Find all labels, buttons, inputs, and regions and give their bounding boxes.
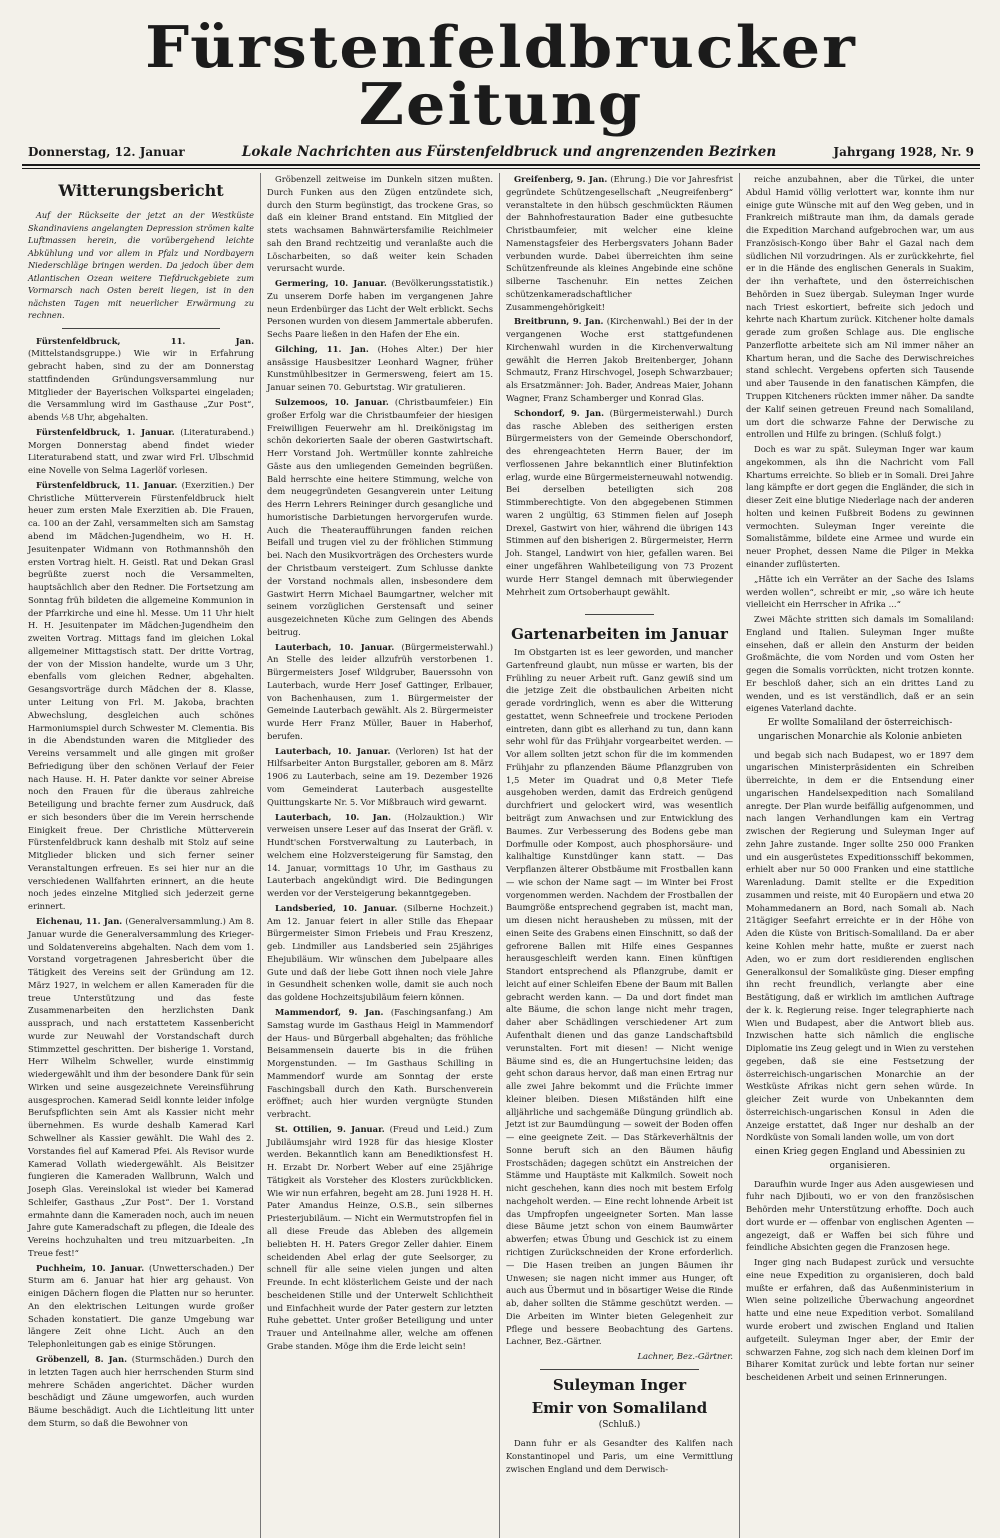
dateline: Fürstenfeldbruck, 1. Januar. — [36, 426, 175, 437]
news-item — [267, 277, 493, 341]
news-item — [28, 426, 254, 477]
story-subheading: Emir von Somaliland — [531, 1398, 708, 1417]
news-text: (Bürgermeisterwahl.) Durch das rasche Ableben des seitherigen ersten Bürgermeisters von der Gemeinde Oberschondorf, des ehrengeachteten Herrn Bauer, der im verflossenen Jahre bekanntlich einer Blutinfektion erlag, wurde eine Bürgermeisterneuwahl notwendig. Bei derselben beteiligten sich 208 Stimmberechtigte. Von den abgegebenen Stimmen waren 2 ungültig, 63 Stimmen fielen auf Joseph Drexel, Gastwirt von hier, während die übrigen 143 Stimmen auf den bisherigen 2. Bürgermeister, Herrn Joh. Stangel, Landwirt von hier, gefallen waren. Bei einer ungefähren Wahlbeteiligung von 73 Prozent wurde Herr Stangel demnach mit überwiegender Mehrheit zum Ortsoberhaupt gewählt. — [506, 407, 733, 597]
news-item — [267, 1006, 493, 1121]
story-text: Zwei Mächte stritten sich damals im Somaliland: England und Italien. Suleyman Inger mußte einsehen, daß er allein den Ansturm der beiden Großmächte, die vom Norden und vom Osten her gegen die Somalis vorrückten, nicht trotzen konnte. Er beschloß daher, sich an ein drittes Land zu wenden, und es ist verständlich, daß er an sein eigenes Vaterland dachte. — [746, 614, 974, 714]
news-text: (Bürgermeisterwahl.) An Stelle des leider allzufrüh verstorbenen 1. Bürgermeisters Josef Wildgruber, Bauerssohn von Lauterbach, wurde Herr Josef Gattinger, Erlbauer, von Bachenhausen, zum 1. Bürgermeister der Gemeinde Lauterbach gewählt. Als 2. Bürgermeister wurde Herr Franz Müller, Bauer in Haberhof, berufen. — [267, 641, 493, 741]
news-text: (Kirchenwahl.) Bei der in der vergangenen Woche erst stattgefundenen Kirchenwahl wurden in die Kirchenverwaltung gewählt die Herren Jakob Breitenberger, Johann Schmautz, Franz Hirschvogel, Joseph Schwarzbauer; als Ersatzmänner: Joh. Bader, Andreas Maier, Johann Wagner, Franz Schamberger und Konrad Glas. — [506, 316, 733, 404]
dateline: Fürstenfeldbruck, 11. Januar. — [36, 479, 178, 490]
news-text: (Verloren) Ist hat der Hilfsarbeiter Anton Burgstaller, geboren am 8. März 1906 zu Lauterbach, seine am 19. Dezember 1926 vom Gemeinderat Lauterbach ausgestellte Quittungskarte Nr. 5. Vor Mißbrauch wird gewarnt. — [267, 745, 493, 807]
separator — [62, 328, 220, 329]
story-emphasis: einen Krieg gegen England und Abessinien zu organisieren. — [754, 1147, 966, 1171]
news-text: (Exerzitien.) Der Christliche Mütterverein Fürstenfeldbruck hielt heuer zum ersten Male Exerzitien ab. Die Frauen, ca. 100 an der Zahl, versammelten sich am Samstag abend im Mädchen-Jugendheim, wo H. H. Jesuitenpater Widmann von Rothmannshöh den ersten Vortrag hielt. H. Geistl. Rat und Dekan Grasl begrüßte zuerst noch die Versammelten, hauptsächlich aber den Redner. Die Fortsetzung am Sonntag früh bildeten die allgemeine Kommunion in der Pfarrkirche und eine hl. Messe. Um 11 Uhr hielt H. H. Jesuitenpater im Mädchen-Jugendheim den zweiten Vortrag. Mittags fand im gleichen Lokal allgemeiner Mittagstisch statt. Der dritte Vortrag, der von der Mission handelte, wurde um 3 Uhr, ebenfalls vom gleichen Redner, abgehalten. Gesangsvorträge durch Mädchen der 8. Klasse, unter Leitung von Frl. M. Jakoba, brachten Abwechslung, desgleichen auch schönes Harmoniumspiel durch Schwester M. Clementia. Bis in die Abendstunden waren die Mitglieder des Vereins versammelt und alle gingen mit großer Befriedigung über den schönen Verlauf der Feier nach Hause. H. H. Pater dankte vor seiner Abreise noch den Frauen für die überaus zahlreiche Beteiligung und brachte ferner zum Ausdruck, daß er sich besonders über die im Verein herrschende Einigkeit freue. Der Christliche Mütterverein Fürstenfeldbruck kann deshalb mit Stolz auf seine Mitglieder blicken und sich ferner seiner Veranstaltungen erfreuen. Es sei hier nur an die verschiedenen Wallfahrten erinnert, an die heute noch jedes einzelne Mitglied sich jederzeit gerne erinnert. — [28, 479, 254, 912]
news-text: (Hohes Alter.) Der hier ansässige Hausbesitzer Leonhard Wagner, früher Kunstmühlbesitzer in Germersweng, feiert am 15. Januar seinen 70. Geburtstag. Wir gratulieren. — [267, 343, 494, 393]
garden-signature: Lachner, Bez.-Gärtner. — [637, 1351, 733, 1362]
news-text: (Bevölkerungsstatistik.) Zu unserem Dorfe haben im vergangenen Jahre neun Erdenbürger das Licht der Welt erblickt. Sechs Personen wurden von diesem Jammertale abberufen. Sechs Paare ließen in den Hafen der Ehe ein. — [267, 278, 493, 340]
article-columns — [22, 173, 980, 1538]
dateline: Lauterbach, 10. Januar. — [275, 641, 395, 652]
news-text: (Holzauktion.) Wir verweisen unsere Leser auf das Inserat der Gräfl. v. Hundt'schen Forstverwaltung zu Lauterbach, in welchem eine Holzversteigerung für Samstag, den 14. Januar, vormittags 10 Uhr, im Gasthaus zu Lauterbach angekündigt wird. Die Bedingungen werden vor der Versteigerung bekanntgegeben. — [267, 811, 494, 899]
news-text: (Mittelstandsgruppe.) Wie wir in Erfahrung gebracht haben, sind zu der am Donnerstag stattfindenden Gründungsversammlung nur Mitglieder der Bayerischen Volkspartei eingeladen; die Versammlung wird im Gasthause „Zur Post“, abends ½8 Uhr, abgehalten. — [28, 348, 254, 423]
dateline: Breitbrunn, 9. Jan. — [514, 316, 604, 327]
masthead-subline — [22, 144, 980, 160]
news-item — [506, 407, 733, 598]
news-item — [506, 173, 733, 313]
dateline: Eichenau, 11. Jan. — [36, 915, 123, 926]
dateline: Puchheim, 10. Januar. — [36, 1262, 145, 1273]
garden-heading: Gartenarbeiten im Januar — [511, 625, 728, 644]
masthead-rule-thin — [22, 168, 980, 169]
news-text: (Faschingsanfang.) Am Samstag wurde im Gasthaus Heigl in Mammendorf der Haus- und Bürgerball abgehalten; das fröhliche Beisammensein dauerte bis in die frühen Morgenstunden. — Im Gasthaus Schilling in Mammendorf wurde am Sonntag der erste Faschingsball durch den Kath. Burschenverein eröffnet; auch hier wurden vergnügte Stunden verbracht. — [267, 1007, 493, 1120]
dateline: Germering, 10. Januar. — [275, 278, 387, 289]
news-item — [28, 1262, 254, 1351]
story-part-label: (Schluß.) — [598, 1420, 641, 1431]
newspaper-title: Fürstenfeldbrucker Zeitung — [145, 13, 857, 138]
column-1 — [22, 173, 261, 1538]
news-text: (Christbaumfeier.) Ein großer Erfolg war die Christbaumfeier der hiesigen Freiwilligen Feuerwehr am hl. Dreikönigstag im schön dekorierten Saale der oberen Gastwirtschaft. Herr Vorstand Joh. Wertmüller konnte zahlreiche Gäste aus den umliegenden Gemeinden begrüßen. Bald herrschte eine heitere Stimmung, welche von dem neugegründeten Gesangverein unter Leitung des Herrn Lehrers Reininger durch gesangliche und humoristische Darbietungen hervorgerufen wurde. Auch die Theateraufführungen fanden reichen Beifall und trugen viel zu der fröhlichen Stimmung bei. Nach den Musikvorträgen des Orchesters wurde der Christbaum versteigert. Zum Schlusse dankte der Vorstand nochmals allen, insbesondere dem Gastwirt Herrn Michael Baumgartner, welcher mit seinem vorzüglichen Gerstensaft und seiner ausgezeichneten Küche zum Gelingen des Abends beitrug. — [267, 397, 493, 637]
story-emphasis: Er wollte Somaliland der österreichisch-ungarischen Monarchie als Kolonie anbieten — [758, 718, 962, 742]
dateline: St. Ottilien, 9. Januar. — [275, 1123, 385, 1134]
dateline: Landsberied, 10. Januar. — [275, 902, 398, 913]
news-item — [267, 343, 493, 394]
dateline: Gilching, 11. Jan. — [275, 343, 369, 354]
news-item — [28, 335, 254, 424]
dateline: Fürstenfeldbruck, 11. Jan. — [36, 335, 254, 346]
news-text: (Sturmschäden.) Durch den in letzten Tagen auch hier herrschenden Sturm sind mehrere Schäden angerichtet. Dächer wurden beschädigt und Zäune umgeworfen, auch wurden Bäume beschädigt. Auch die Lichtleitung litt unter dem Sturm, so daß die Bewohner von — [28, 1354, 254, 1428]
column-4 — [740, 173, 980, 1538]
story-text: Dann fuhr er als Gesandter des Kalifen nach Konstantinopel und Paris, um eine Vermittlung zwischen England und dem Derwisch- — [506, 1438, 733, 1474]
news-item — [506, 315, 733, 404]
story-text: reiche anzubahnen, aber die Türkei, die unter Abdul Hamid völlig verlottert war, konnte ihm nur einige gute Wünsche mit auf den Weg geben, und in Frankreich mißtraute man ihm, da damals gerade die Expedition Marchand aufgebrochen war, um aus Französisch-Kongo über Bahr el Gazal nach dem südlichen Nil vorzudringen. Als er zurückkehrte, fiel er in die Hände des englischen Generals in Suakim, der ihn verhaftete, und den österreichischen Behörden in Suez übergab. Suleyman Inger wurde nach Triest eskortiert, befreite sich jedoch und kehrte nach Khartum zurück. Kitchener holte damals gerade zum großen Schlage aus. Die englische Panzerflotte arbeitete sich am Nil immer näher an Khartum heran, und die Sache des Derwischreiches stand schlecht. Vergebens opferten sich Tausende und aber Tausende in den fanatischen Kämpfen, die Truppen Kitcheners rückten immer näher. Da sandte der Kalif seinen getreuen Freund nach Somaliland, um dort die schwarze Fahne der Derwische zu entrollen und Hilfe zu bringen. (Schluß folgt.) — [746, 174, 974, 440]
dateline: Greifenberg, 9. Jan. — [514, 174, 608, 184]
news-text: (Ehrung.) Die vor Jahresfrist gegründete Schützengesellschaft „Neugreifenberg“ veranstaltete in den hübsch geschmückten Räumen der Bahnhofrestauration Bader eine gutbesuchte Christbaumfeier, mit welcher eine kleine Namenstagsfeier des Herbergsvaters Johann Bader verbunden wurde. Dabei überreichten ihm seine Schützenfreunde als kleines Angebinde eine schöne silberne Taschenuhr. Ein nettes Zeichen schützenkameradschaftlicher Zusammengehörigkeit! — [506, 174, 733, 312]
column-2 — [261, 173, 500, 1538]
news-item — [267, 396, 493, 639]
news-item — [267, 745, 493, 809]
news-item-continued: Gröbenzell zeitweise im Dunkeln sitzen mußten. Durch Funken aus den Zügen entzündete sich, durch den Sturm begünstigt, das trockene Gras, so daß ein kleiner Brand entstand. Ein Mitglied der stets wachsamen Bahnwärtersfamilie Reichlmeier sah den Brand rechtzeitig und veranlaßte auch die Löscharbeiten, so daß weiter kein Schaden verursacht wurde. — [267, 174, 493, 274]
separator — [540, 1369, 699, 1370]
dateline: Sulzemoos, 10. Januar. — [275, 397, 389, 408]
story-text: und begab sich nach Budapest, wo er 1897 dem ungarischen Ministerpräsidenten ein Schreiben überreichte, in dem er die Entsendung einer ungarischen Handelsexpedition nach Somaliland anregte. Der Plan wurde beifällig aufgenommen, und nach langen Verhandlungen kam ein Vertrag zwischen der Regierung und Suleyman Inger auf zehn Jahre zustande. Inger sollte 250 000 Franken und ein ausgerüstetes Expeditionsschiff bekommen, erhielt aber nur 50 000 Franken und eine stattliche Warenladung. Damit stellte er die Expedition zusammen und reiste, mit 40 Europäern und etwa 20 Mohammedanern an Bord, nach Somali ab. Nach 21tägiger Seefahrt erreichte er in der Höhe von Aden die Küste von Britisch-Somaliland. Da er aber keine Kohlen mehr hatte, mußte er zuerst nach Aden, wo er zum dort residierenden englischen Generalkonsul der Somaliküste ging. Dieser empfing ihn recht freundlich, verlangte aber eine Bestätigung, daß er wirklich im amtlichen Auftrage der k. k. Regierung reise. Inger telegraphierte nach Wien und Budapest, aber die Antwort blieb aus. Inzwischen hatte sich nämlich die englische Diplomatie ins Zeug gelegt und in Wien zu verstehen gegeben, daß sie eine Festsetzung der österreichisch-ungarischen Monarchie an der Westküste Afrikas nicht gern sehen würde. In gleicher Zeit wurde von Unbekannten dem österreichisch-ungarischen Konsul in Aden die Anzeige erstattet, daß Inger nur deshalb an der Nordküste von Somali landen wolle, um von dort — [746, 749, 974, 1143]
dateline: Lauterbach, 10. Jan. — [275, 811, 392, 822]
news-text: (Literaturabend.) Morgen Donnerstag abend findet wieder Literaturabend statt, und zwar wird Frl. Ulbschmid eine Novelle von Selma Lagerlöf vorlesen. — [28, 426, 254, 476]
dateline: Lauterbach, 10. Januar. — [275, 745, 391, 756]
news-item — [28, 479, 254, 913]
story-heading: Suleyman Inger — [552, 1375, 687, 1394]
news-item — [28, 1353, 254, 1430]
news-item — [267, 1123, 493, 1353]
garden-article: Im Obstgarten ist es leer geworden, und mancher Gartenfreund glaubt, nun müsse er warten, bis der Frühling zu neuer Arbeit ruft. Ganz gewiß sind um die jetzige Zeit die obstbaulichen Arbeiten nicht gerade vordringlich, wenn es aber die Witterung gestattet, wenn Schneefreie und trockene Perioden eintreten, dann gibt es allerhand zu tun, dann kann sehr wohl für das Frühjahr vorgearbeitet werden. — Vor allem sollten jetzt schon für die im kommenden Frühjahr zu pflanzenden Bäume Pflanzgruben von 1,5 Meter im Quadrat und 0,8 Meter Tiefe ausgehoben werden, damit das Erdreich genügend durchfriert und gelockert wird, was wesentlich beiträgt zum Anwachsen und zur Entwicklung des Baumes. Zur Verbesserung des Bodens gebe man Dorfmulle oder Kompost, auch phosphorsäure- und kalihaltige Kunstdünger kann statt. — Das Verpflanzen älterer Obstbäume mit Frostballen kann — wie schon der Name sagt — im Winter bei Frost vorgenommen werden. Nachdem der Frostballen der Baumgröße entsprechend gegraben ist, macht man, um diesen nicht herausheben zu müssen, mit der einen Seite des Grabens einen Einschnitt, so daß der gefrorene Ballen mit Hilfe eines Gespannes herausgeschleift werden kann. Einen künftigen Standort entsprechend als Pflanzgrube, damit er leicht auf einer Schleifen Ebene der Baum mit Ballen gebracht werden kann. — Da und dort findet man alte Bäume, die schon lange nicht mehr tragen, daher aber Schädlingen verschiedener Art zum Aufenthalt dienen und das ganze Landschaftsbild verunstalten. Fort mit diesen! — Nicht wenige Bäume sind es, die an Hungertuchsine leiden; das geht schon daraus hervor, daß man einen Ertrag nur alle zwei Jahre bekommt und die Früchte immer kleiner bleiben. Diesen Mißständen hilft eine alljährliche und sachgemäße Düngung gründlich ab. Jetzt ist zur Baumdüngung — soweit der Boden offen — eine geeignete Zeit. — Das Stärkeverhältnis der Sonne beruft sich an den Bäumen häufig Frostschäden; dagegen schützt ein Anstreichen der Stämme und Hauptäste mit Kalkmilch. Soweit noch nicht geschehen, kann dies noch mit bestem Erfolg nachgeholt werden. — Eine recht lohnende Arbeit ist das Umpfropfen ungeeigneter Sorten. Man lasse diese Bäume jetzt schon von einem Baumwärter abwerfen; etwas Übung und Geschick ist zu einem richtigen Zurückschneiden der Krone erforderlich. — Die Hasen treiben an jungen Bäumen ihr Unwesen; sie nagen nicht immer aus Hunger, oft auch aus Übermut und in bösartiger Weise die Rinde ab, daher sollten die Stämme geschützt werden. — Die Arbeiten im Winter bieten Gelegenheit zur Pflege und bessere Beobachtung des Gartens. Lachner, Bez.-Gärtner. — [506, 647, 733, 1347]
news-text: (Freud und Leid.) Zum Jubiläumsjahr wird 1928 für das hiesige Kloster werden. Bekanntlich kann am Benediktionsfest H. H. Erzabt Dr. Norbert Weber auf eine 25jährige Tätigkeit als Vorsteher des Klosters zurückblicken. Wie wir nun erfahren, begeht am 28. Juni 1928 H. H. Pater Amandus Heinze, O.S.B., sein silbernes Priesterjubiläum. — Nicht ein Wermutstropfen fiel in all diese Freude das Ableben des allgemein beliebten H. H. Paters Gregor Zeller dahier. Einem scheidenden Abel erlag der gute Seelsorger, zu schnell für alle seine vielen jungen und alten Freunde. In echt klösterlichem Geiste und der nach bescheidenen Stille und der Unterwelt Schlichtheit und Einfachheit wurde der Pater gestern zur letzten Ruhe gebettet. Unter großer Beteiligung und unter Trauer und Anteilnahme aller, welche am offenen Grabe standen. Möge ihm die Erde leicht sein! — [267, 1123, 493, 1351]
story-text: Doch es war zu spät. Suleyman Inger war kaum angekommen, als ihn die Nachricht vom Fall Khartums erreichte. So blieb er in Somali. Drei Jahre lang kämpfte er dort gegen die Engländer, die sich in dieser Zeit eine blutige Niederlage nach der anderen holten und keinen Fußbreit Bodens zu gewinnen vermochten. Suleyman Inger vereinte die Somalistämme, bildete eine Armee und wurde ein neuer Prophet, dessen Name die Pilger in Mekka einander zuflüsterten. — [746, 444, 974, 569]
news-item — [267, 811, 493, 900]
news-item — [28, 915, 254, 1260]
news-item — [267, 641, 493, 743]
weather-report: Auf der Rückseite der jetzt an der Westküste Skandinaviens angelangten Depression strömen kalte Luftmassen herein, die vorübergehend leichte Abkühlung und vor allem in Pfalz und Nordbayern Niederschläge bringen werden. Da jedoch über dem Atlantischen Ozean weitere Tiefdruckgebiete zum Vormarsch nach Osten bereit liegen, ist in den nächsten Tagen mit neuerlicher Erwärmung zu rechnen. — [28, 210, 254, 321]
tagline: Lokale Nachrichten aus Fürstenfeldbruck und angrenzenden Bezirken — [241, 144, 777, 160]
dateline: Mammendorf, 9. Jan. — [275, 1007, 384, 1017]
story-text: Inger ging nach Budapest zurück und versuchte eine neue Expedition zu organisieren, doch bald mußte er erfahren, daß das Außenministerium in Wien seine polizeiliche Überwachung angeordnet hatte und eine neue Expedition verbot. Somaliland wurde erobert und zwischen England und Italien aufgeteilt. Suleyman Inger aber, der Emir der schwarzen Fahne, zog sich nach dem kleinen Dorf im Biharer Komitat zurück und lebte fortan nur seiner bescheidenen Arbeit und seinen Erinnerungen. — [746, 1257, 974, 1383]
masthead-rule — [22, 164, 980, 166]
news-item — [267, 902, 493, 1004]
masthead — [22, 14, 980, 169]
issue-number: Jahrgang 1928, Nr. 9 — [833, 145, 974, 159]
story-text: Daraufhin wurde Inger aus Aden ausgewiesen und fuhr nach Djibouti, wo er von den französischen Behörden mehr Unterstützung erhoffte. Doch auch dort wurde er — offenbar von englischen Agenten — angezeigt, daß er Waffen bei sich führe und feindliche Absichten gegen die Franzosen hege. — [746, 1178, 974, 1253]
dateline: Schondorf, 9. Jan. — [514, 407, 605, 418]
news-text: (Generalversammlung.) Am 8. Januar wurde die Generalversammlung des Krieger- und Soldatenvereins abgehalten. Nach dem vom 1. Vorstand vorgetragenen Jahresbericht über die Tätigkeit des Vereins seit der Gründung am 12. März 1927, in welchem er allen Kameraden für die treue Unterstützung und das feste Zusammenarbeiten den herzlichsten Dank aussprach, und nach erstattetem Kassenbericht wurde zur Neuwahl der Vorstandschaft durch Stimmzettel geschritten. Der bisherige 1. Vorstand, Herr Wilhelm Schweller, wurde einstimmig wiedergewählt und ihm der besondere Dank für sein Wirken und seine ausgezeichnete Vereinsführung ausgesprochen. Kamerad Seidl konnte leider infolge Berufspflichten sein Amt als Kassier nicht mehr übernehmen. Es wurde deshalb Kamerad Karl Schwellner als Kassier gewählt. Die Wahl des 2. Vorstandes fiel auf Kamerad Pfei. Als Revisor wurde Kamerad Vollath wiedergewählt. Als Beisitzer fungieren die Kameraden Wallbrunn, Walch und Joseph Glas. Vereinslokal ist wieder bei Kamerad Schleifer, Gasthaus „Zur Post“. Der 1. Vorstand ermahnte dann die Kameraden noch, auch im neuen Jahre gute Kameradschaft zu pflegen, die Ideale des Vereins hochzuhalten und treu mitzuarbeiten. „In Treue fest!“ — [28, 915, 254, 1258]
column-3 — [500, 173, 740, 1538]
weather-heading: Witterungsbericht — [58, 181, 224, 200]
story-text: „Hätte ich ein Verräter an der Sache des Islams werden wollen“, schreibt er mir, „so wäre ich heute vielleicht ein Herrscher in Afrika ...“ — [746, 573, 974, 610]
news-text: (Unwetterschaden.) Der Sturm am 6. Januar hat hier arg gehaust. Von einigen Dächern flogen die Platten nur so herunter. An den elektrischen Leitungen wurde großer Schaden konstatiert. Die ganze Umgebung war längere Zeit ohne Licht. Auch an den Telephonleitungen gab es einige Störungen. — [28, 1262, 254, 1350]
issue-date: Donnerstag, 12. Januar — [28, 145, 185, 159]
news-text: (Silberne Hochzeit.) Am 12. Januar feiert in aller Stille das Ehepaar Bürgermeister Simon Friebeis und Frau Kreszenz, geb. Lindmiller aus Landsberied sein 25jähriges Ehejubiläum. Wir wünschen dem Jubelpaare alles Gute und daß der liebe Gott ihnen noch viele Jahre in Gesundheit schenken wolle, damit sie auch noch das goldene Hochzeitsjubiläum feiern können. — [267, 902, 494, 1003]
dateline: Gröbenzell, 8. Jan. — [36, 1354, 127, 1365]
separator — [585, 614, 653, 615]
